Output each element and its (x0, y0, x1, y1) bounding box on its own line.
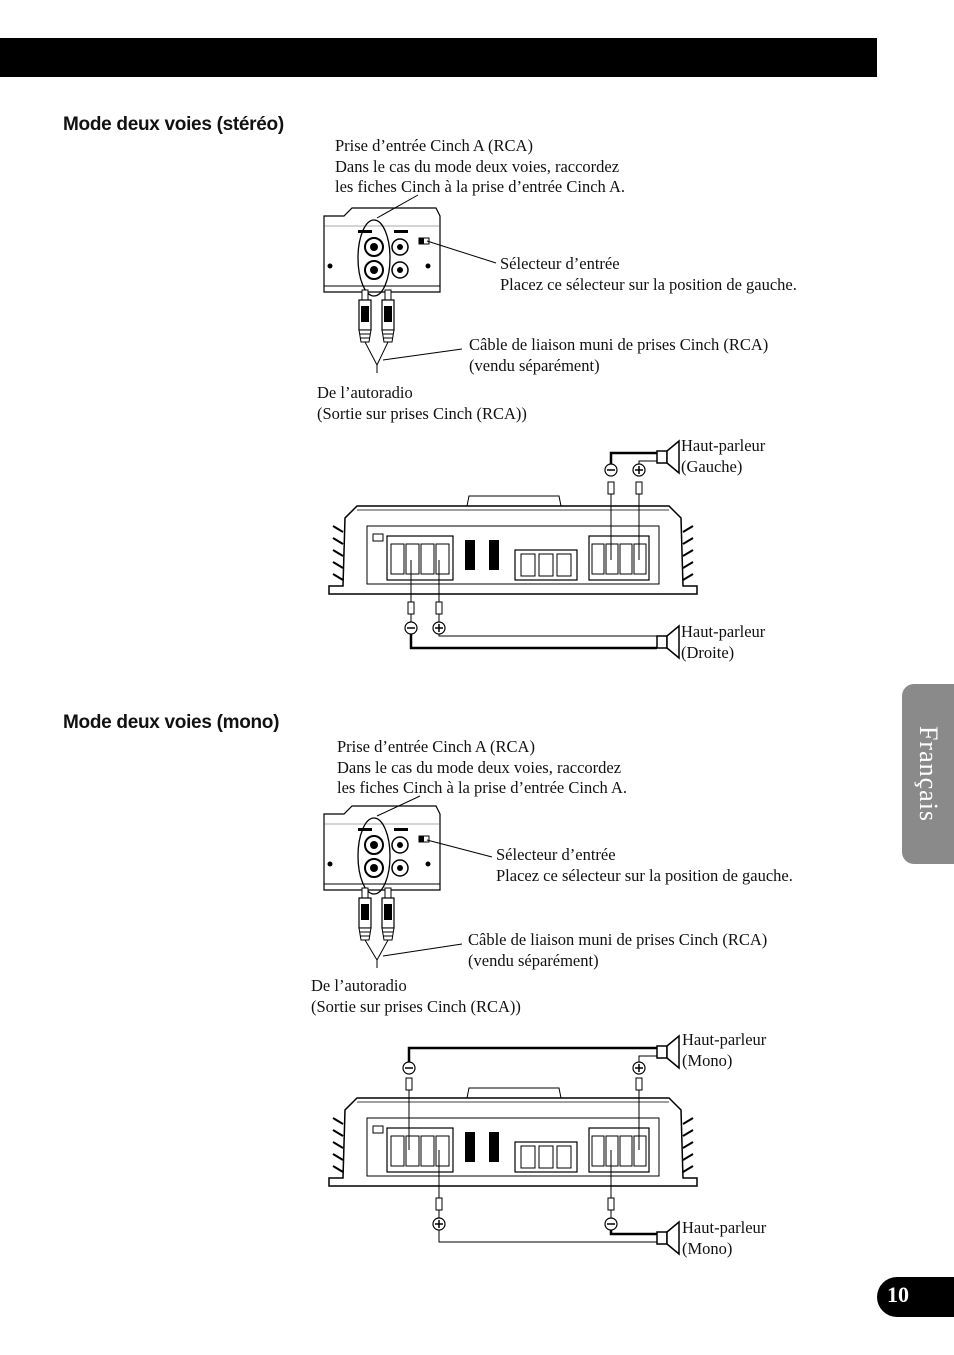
rca-panel-mono (324, 796, 492, 968)
section-title-mono: Mode deux voies (mono) (63, 712, 280, 733)
selector-label-mono: Sélecteur d’entrée Placez ce sélecteur sur la position de gauche. (496, 845, 793, 885)
source-label-mono: De l’autoradio (Sortie sur prises Cinch (RCA)) (311, 976, 521, 1016)
cable-label-mono: Câble de liaison muni de prises Cinch (RCA) (vendu séparément) (468, 930, 768, 970)
speaker-top-label-mono: Haut-parleur (Mono) (682, 1030, 767, 1070)
speaker-top-label-stereo: Haut-parleur (Gauche) (681, 436, 766, 476)
speaker-bottom-label-mono: Haut-parleur (Mono) (682, 1218, 767, 1258)
input-jack-label-stereo: Prise d’entrée Cinch A (RCA) Dans le cas du mode deux voies, raccordez les fiches Cinch à la prise d’entrée Cinch A. (335, 136, 626, 196)
page-number: 10 (877, 1277, 954, 1317)
selector-label-stereo: Sélecteur d’entrée Placez ce sélecteur sur la position de gauche. (500, 254, 797, 294)
speaker-bottom-label-stereo: Haut-parleur (Droite) (681, 622, 766, 662)
amplifier-wiring-stereo (329, 441, 697, 658)
rca-panel-stereo (324, 195, 496, 373)
source-label-stereo: De l’autoradio (Sortie sur prises Cinch (RCA)) (317, 383, 527, 423)
cable-label-stereo: Câble de liaison muni de prises Cinch (RCA) (vendu séparément) (469, 335, 769, 375)
amplifier-wiring-mono (329, 1036, 697, 1254)
input-jack-label-mono: Prise d’entrée Cinch A (RCA) Dans le cas du mode deux voies, raccordez les fiches Cinch à la prise d’entrée Cinch A. (337, 737, 628, 797)
section-title-stereo: Mode deux voies (stéréo) (63, 114, 284, 135)
language-tab: Français (902, 684, 954, 864)
